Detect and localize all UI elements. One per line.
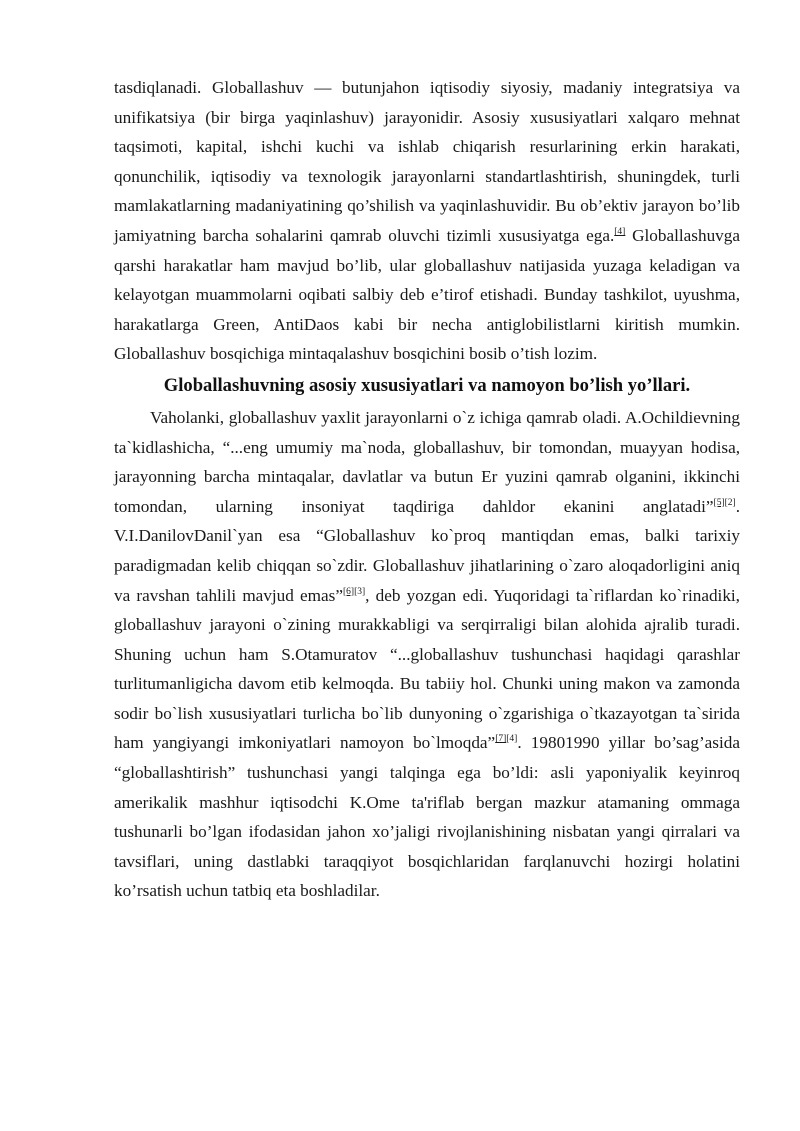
footnote-ref-4[interactable]: [4] — [614, 226, 626, 237]
section-heading: Globallashuvning asosiy xususiyatlari va namoyon bo’lish yo’llari. — [163, 374, 691, 396]
paragraph-main-text-1: Vaholanki, globallashuv yaxlit jarayonlarni o`z ichiga qamrab oladi. A.Ochildievning ta`kidlashicha, “...eng umumiy ma`noda, globallashuv, bir tomondan, muayyan hodisa, jarayonning barcha mintaqalar, davlatlar va butun Er yuzini qamrab olganini, ikkinchi tomondan, ularning insoniyat taqdiriga dahldor ekanini anglatadi” — [114, 407, 740, 516]
paragraph-intro — [114, 73, 740, 369]
footnote-ref-7[interactable]: [7][4] — [495, 734, 518, 745]
paragraph-main-text-3: , deb yozgan edi. Yuqoridagi ta`riflardan ko`rinadiki, globallashuv jarayoni o`zining murakkabligi va serqirraligi bilan alohida ajralib turadi. Shuning uchun ham S.Otamuratov “...globallashuv tushunchasi haqidagi qarashlar turlitumanligicha davom etib kelmoqda. Bu tabiiy hol. Chunki uning makon va zamonda sodir bo`lish xususiyatlari turlicha bo`lib dunyoning o`zgarishiga o`tkazayotgan ta`sirida ham yangiyangi imkoniyatlari namoyon bo`lmoqda” — [114, 585, 740, 753]
footnote-ref-6[interactable]: [6][3] — [343, 586, 366, 597]
paragraph-main — [114, 403, 740, 906]
paragraph-main-text-2: . V.I.DanilovDanil`yan esa “Globallashuv ko`proq mantiqdan emas, balki tarixiy paradigmadan kelib chiqqan so`zdir. Globallashuv jihatlarining o`zaro aloqadorligini aniq va ravshan tahlili mavjud emas” — [114, 496, 740, 605]
paragraph-main-text-4: . 19801990 yillar bo’sag’asida “globallashtirish” tushunchasi yangi talqinga ega bo’ldi: asli yaponiyalik keyinroq amerikalik mashhur iqtisodchi K.Ome ta'riflab bergan mazkur atamaning ommaga tushunarli bo’lgan ifodasidan jahon xo’jaligi rivojlanishining nisbatan yangi qirralari va tavsiflari, uning dastlabki taraqqiyot bosqichlaridan farqlanuvchi hozirgi holatini ko’rsatish uchun tatbiq eta boshladilar. — [114, 733, 740, 901]
footnote-ref-5[interactable]: [5][2] — [713, 497, 736, 508]
paragraph-intro-text-1: tasdiqlanadi. Globallashuv — butunjahon iqtisodiy siyosiy, madaniy integratsiya va unifikatsiya (bir birga yaqinlashuv) jarayonidir. Asosiy xususiyatlari xalqaro mehnat taqsimoti, kapital, ishchi kuchi va ishlab chiqarish resurlarining erkin harakati, qonunchilik, iqtisodiy va texnologik jarayonlarni standartlashtirish, shuningdek, turli mamlakatlarning madaniyatining qo’shilish va yaqinlashuvidir. Bu ob’ektiv jarayon bo’lib jamiyatning barcha sohalarini qamrab oluvchi tizimli xususiyatga ega. — [114, 78, 740, 245]
paragraph-intro-text-2: Globallashuvga qarshi harakatlar ham mavjud bo’lib, ular globallashuv natijasida yuzaga keladigan va kelayotgan muammolarni oqibati salbiy deb e’tirof etishadi. Bunday tashkilot, uyushma, harakatlarga Green, AntiDaos kabi bir necha antiglobilistlarni kiritish mumkin. Globallashuv bosqichiga mintaqalashuv bosqichini bosib o’tish lozim. — [114, 225, 740, 364]
document-page — [114, 73, 740, 906]
